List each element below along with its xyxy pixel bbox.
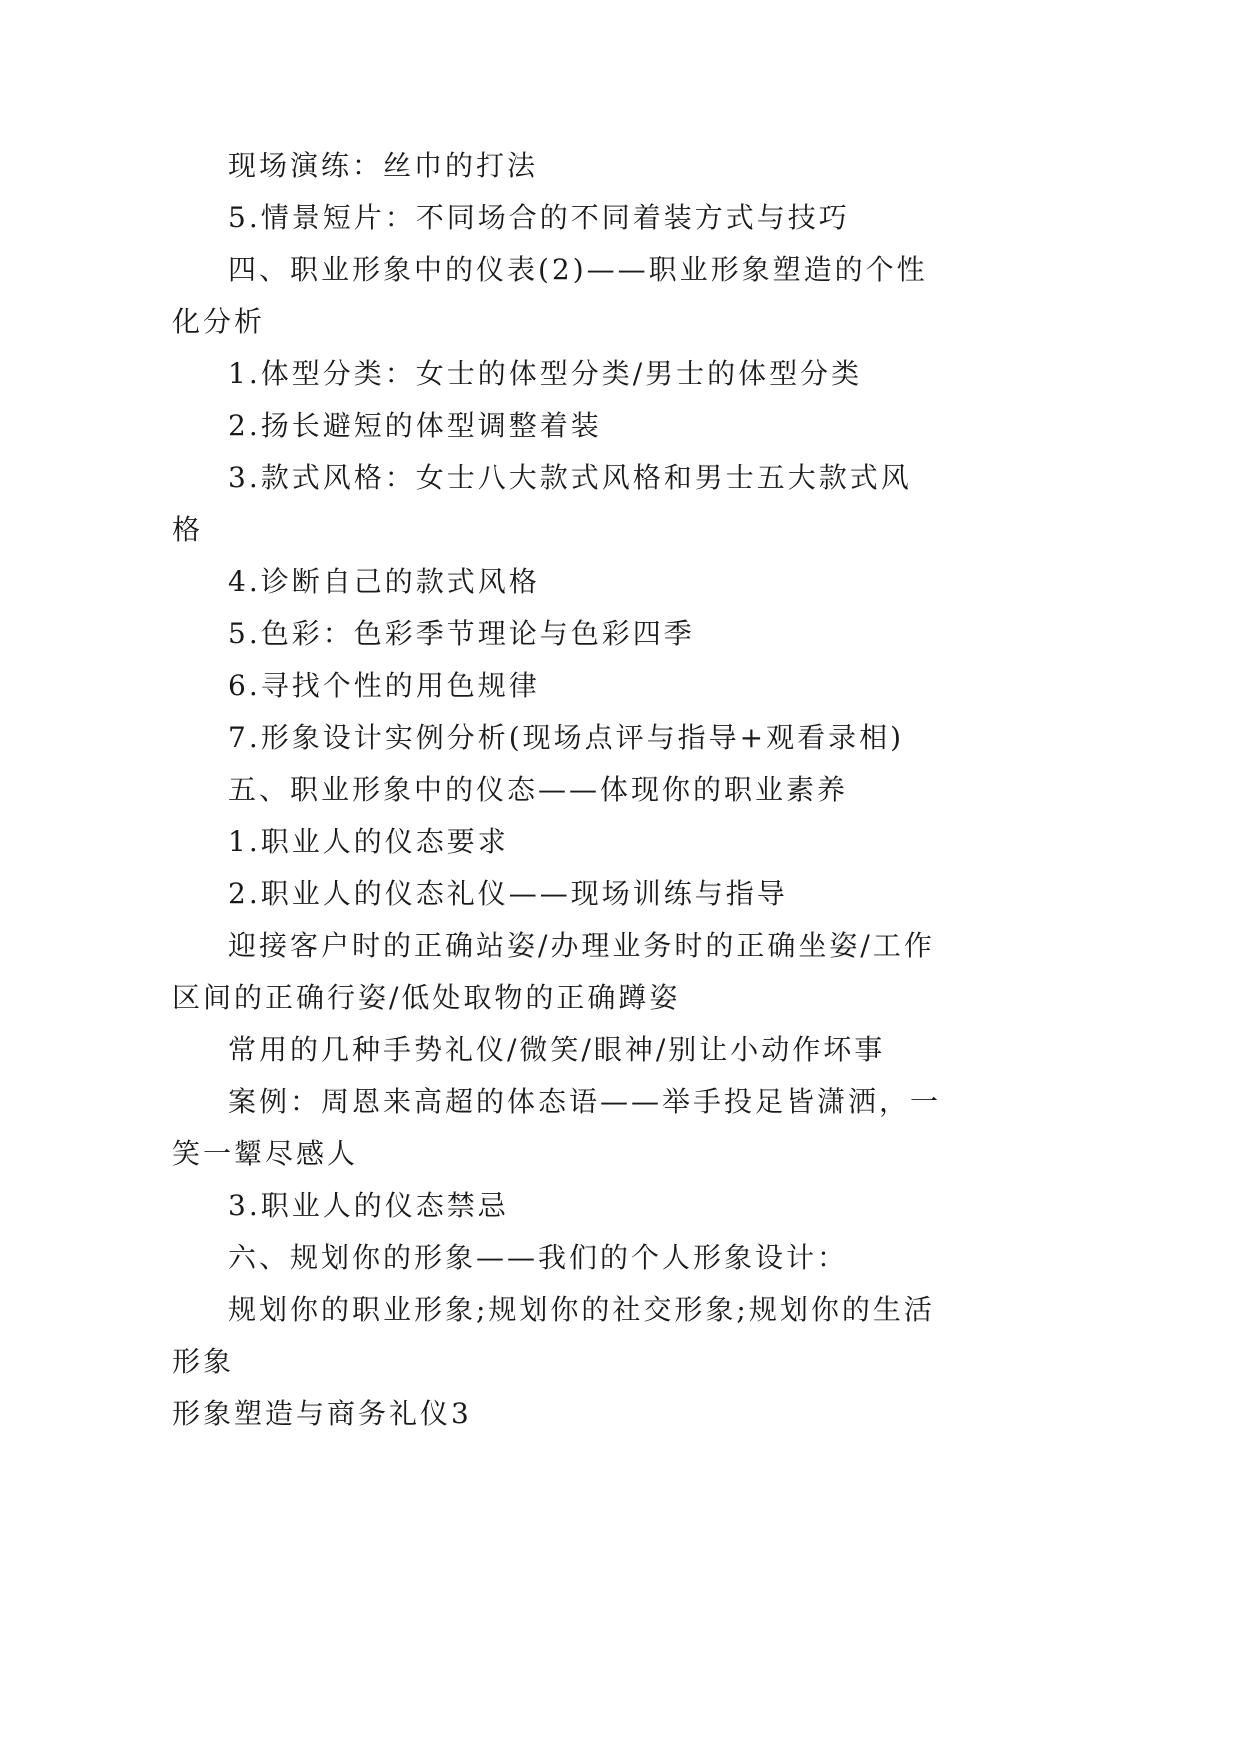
paragraph: 常用的几种手势礼仪/微笑/眼神/别让小动作坏事: [228, 1033, 886, 1066]
list-item: 7.形象设计实例分析(现场点评与指导+观看录相): [228, 721, 905, 754]
list-item: 3.职业人的仪态禁忌: [228, 1189, 509, 1222]
paragraph: 规划你的职业形象;规划你的社交形象;规划你的生活形象: [172, 1293, 935, 1378]
list-item: 1.职业人的仪态要求: [228, 825, 509, 858]
list-item: 1.体型分类：女士的体型分类/男士的体型分类: [228, 357, 863, 390]
section-heading: 四、职业形象中的仪表(2)——职业形象塑造的个性化分析: [172, 253, 928, 338]
paragraph: 现场演练：丝巾的打法: [228, 149, 539, 182]
list-item: 2.职业人的仪态礼仪——现场训练与指导: [228, 877, 788, 910]
list-item: 6.寻找个性的用色规律: [228, 669, 540, 702]
list-item: 3.款式风格：女士八大款式风格和男士五大款式风格: [172, 461, 912, 546]
paragraph: 5.情景短片：不同场合的不同着装方式与技巧: [228, 201, 850, 234]
document-title: 形象塑造与商务礼仪3: [172, 1397, 472, 1430]
list-item: 4.诊断自己的款式风格: [228, 565, 540, 598]
case-paragraph: 案例：周恩来高超的体态语——举手投足皆潇洒，一笑一颦尽感人: [172, 1085, 942, 1170]
document-body: [172, 140, 942, 1440]
section-heading: 六、规划你的形象——我们的个人形象设计：: [228, 1241, 849, 1274]
section-heading: 五、职业形象中的仪态——体现你的职业素养: [228, 773, 849, 806]
paragraph: 迎接客户时的正确站姿/办理业务时的正确坐姿/工作区间的正确行姿/低处取物的正确蹲姿: [172, 929, 935, 1014]
list-item: 5.色彩：色彩季节理论与色彩四季: [228, 617, 695, 650]
list-item: 2.扬长避短的体型调整着装: [228, 409, 602, 442]
